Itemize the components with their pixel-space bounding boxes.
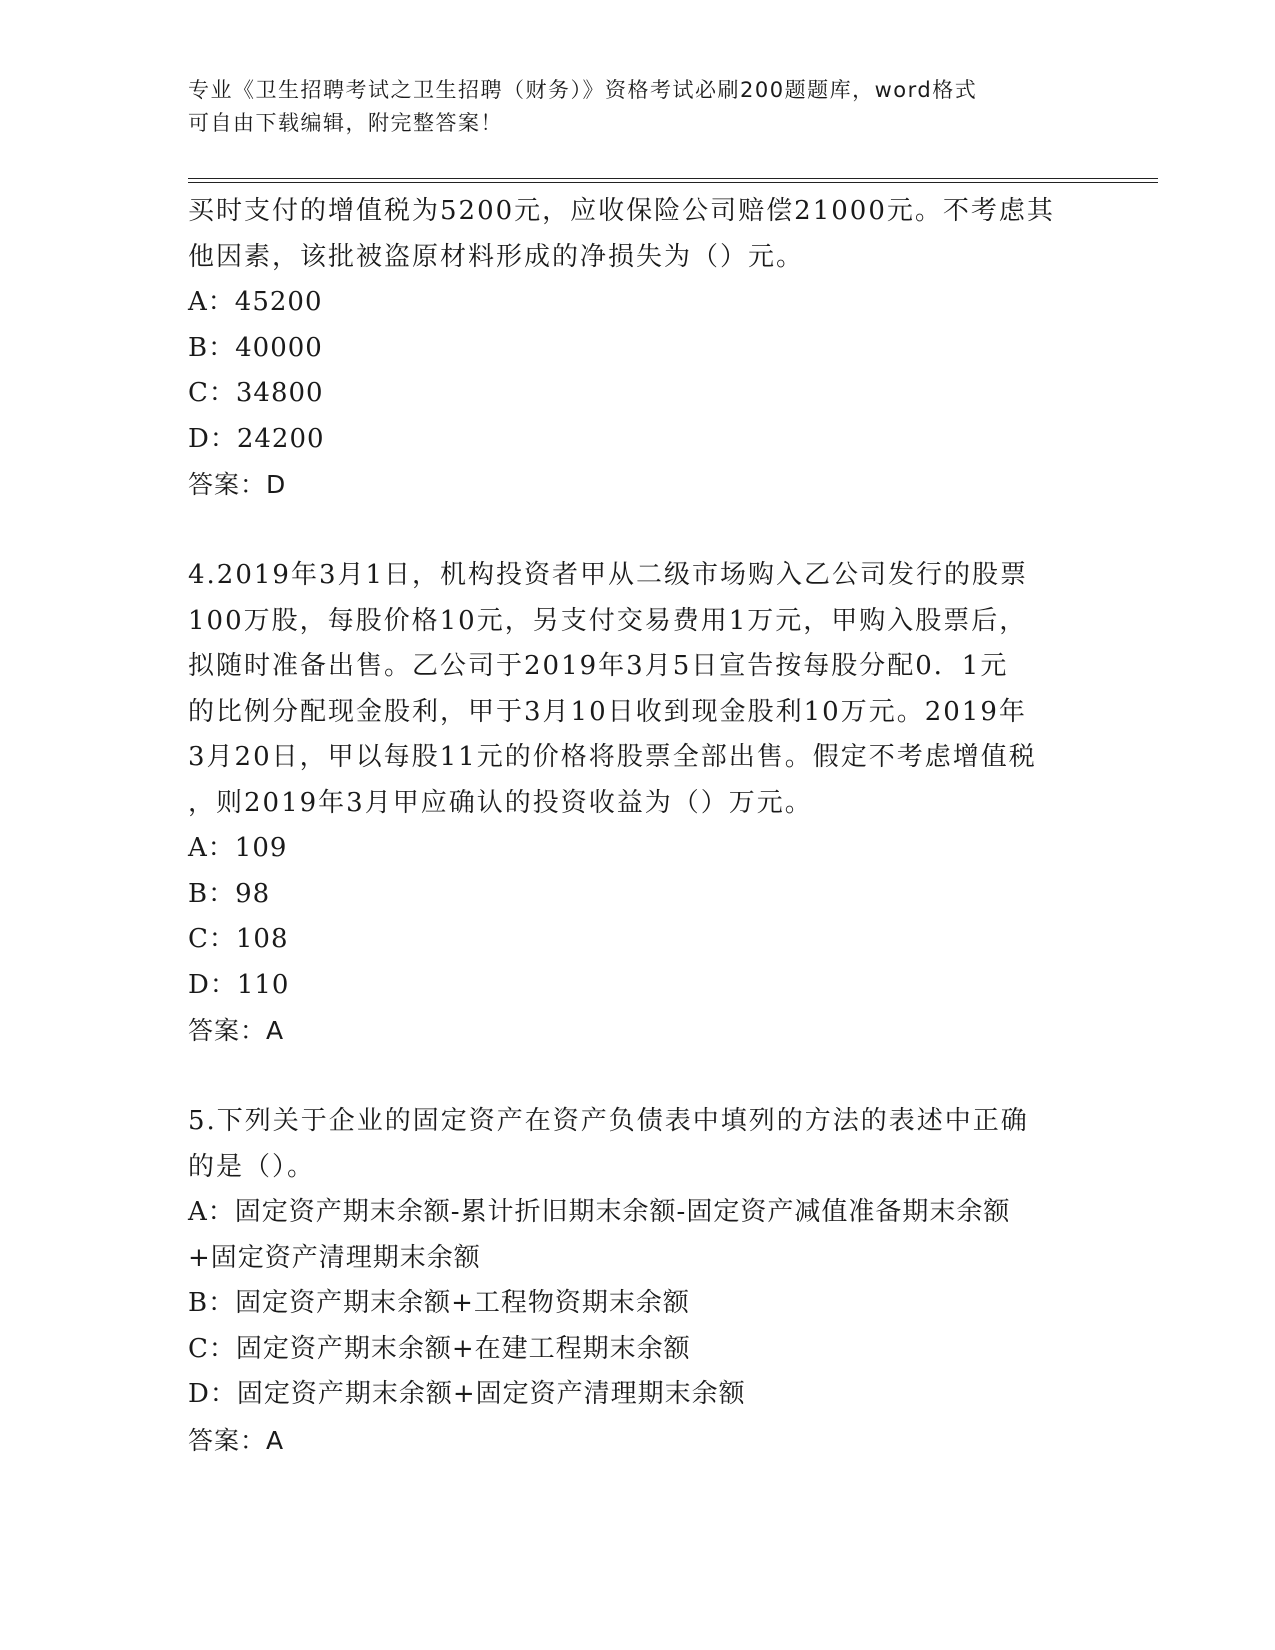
question-3-block bbox=[188, 189, 1088, 508]
question-text-line: 他因素，该批被盗原材料形成的净损失为（）元。 bbox=[188, 241, 805, 272]
header-title-line-2: 可自由下载编辑，附完整答案！ bbox=[188, 111, 503, 135]
question-text-line: 100万股，每股价格10元，另支付交易费用1万元，甲购入股票后， bbox=[188, 605, 1028, 636]
option-c: C：固定资产期末余额+在建工程期末余额 bbox=[188, 1333, 691, 1364]
question-text-line: ，则2019年3月甲应确认的投资收益为（）万元。 bbox=[188, 787, 813, 818]
option-d: D：110 bbox=[188, 969, 290, 1000]
option-a: A：固定资产期末余额-累计折旧期末余额-固定资产减值准备期末余额 bbox=[188, 1197, 1011, 1227]
header-title-line-1: 专业《卫生招聘考试之卫生招聘（财务）》资格考试必刷200题题库，word格式 bbox=[188, 78, 978, 102]
option-d: D：固定资产期末余额+固定资产清理期末余额 bbox=[188, 1379, 746, 1409]
question-text-line: 3月20日，甲以每股11元的价格将股票全部出售。假定不考虑增值税 bbox=[188, 742, 1037, 772]
option-a: A：45200 bbox=[188, 287, 323, 317]
answer-line: 答案：A bbox=[188, 1016, 285, 1045]
document-body bbox=[188, 189, 1088, 1463]
spacer bbox=[188, 508, 1088, 554]
option-a-continued: +固定资产清理期末余额 bbox=[188, 1242, 481, 1273]
question-text-line: 4.2019年3月1日，机构投资者甲从二级市场购入乙公司发行的股票 bbox=[188, 560, 1029, 590]
question-5-block bbox=[188, 1099, 1088, 1463]
option-d: D：24200 bbox=[188, 423, 325, 454]
option-b: B：98 bbox=[188, 878, 271, 909]
answer-line: 答案：A bbox=[188, 1425, 285, 1455]
question-text-line: 的是（）。 bbox=[188, 1151, 316, 1182]
question-4-block bbox=[188, 553, 1088, 1054]
question-text-line: 的比例分配现金股利，甲于3月10日收到现金股利10万元。2019年 bbox=[188, 696, 1027, 727]
option-b: B：固定资产期末余额+工程物资期末余额 bbox=[188, 1288, 690, 1318]
option-a: A：109 bbox=[188, 833, 288, 863]
question-text-line: 买时支付的增值税为5200元，应收保险公司赔偿21000元。不考虑其 bbox=[188, 196, 1055, 226]
option-b: B：40000 bbox=[188, 332, 323, 363]
header-divider bbox=[188, 178, 1158, 183]
question-text-line: 拟随时准备出售。乙公司于2019年3月5日宣告按每股分配0．1元 bbox=[188, 651, 1009, 681]
document-header bbox=[188, 74, 1088, 140]
option-c: C：34800 bbox=[188, 378, 324, 408]
answer-line: 答案：D bbox=[188, 470, 287, 499]
spacer bbox=[188, 1054, 1088, 1100]
option-c: C：108 bbox=[188, 924, 289, 954]
question-text-line: 5.下列关于企业的固定资产在资产负债表中填列的方法的表述中正确 bbox=[188, 1106, 1029, 1136]
